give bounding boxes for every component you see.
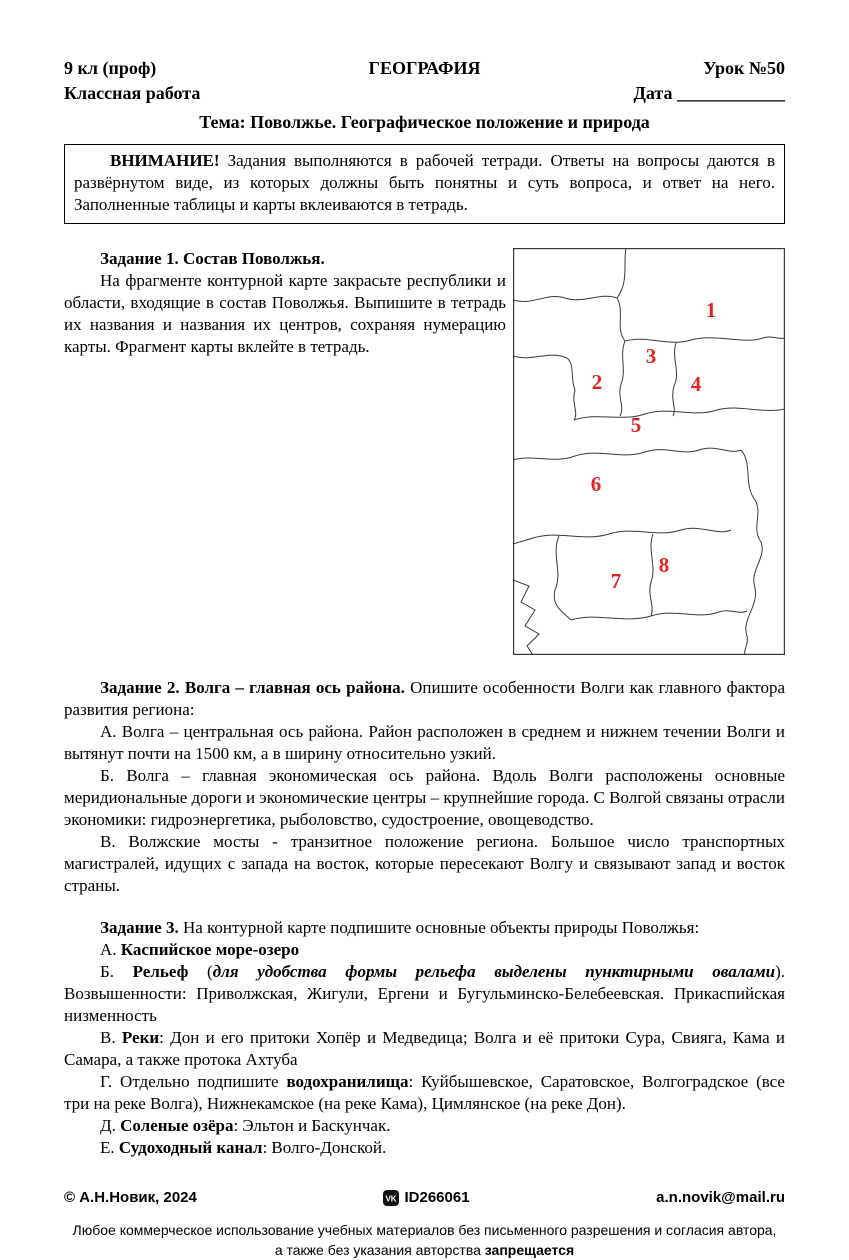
topic-title: Тема: Поволжье. Географическое положение и природа bbox=[199, 112, 650, 132]
map-number-5: 5 bbox=[630, 413, 642, 437]
map-number-7: 7 bbox=[610, 569, 622, 593]
svg-text:VK: VK bbox=[385, 1194, 398, 1203]
class-label: 9 кл (проф) bbox=[64, 58, 157, 78]
task1-section bbox=[64, 248, 785, 655]
task1-text-column bbox=[64, 248, 506, 358]
attention-label: ВНИМАНИЕ! bbox=[110, 151, 220, 170]
disclaimer: Любое коммерческое использование учебных материалов без письменного разрешения и согласия автора, а также без указания авторства запрещается bbox=[72, 1222, 777, 1258]
contour-map bbox=[513, 248, 785, 655]
vk-id: ID266061 bbox=[404, 1189, 470, 1206]
classwork-label: Классная работа bbox=[64, 83, 201, 103]
task3-intro: На контурной карте подпишите основные объекты природы Поволжья: bbox=[178, 918, 700, 937]
task3-item-e: Е. Судоходный канал: Волго-Донской. bbox=[100, 1138, 387, 1157]
task2-section bbox=[64, 677, 785, 897]
task3-title: Задание 3. bbox=[100, 918, 179, 937]
task2-title: Задание 2. Волга – главная ось района. bbox=[100, 678, 405, 697]
task3-item-d: Д. Соленые озёра: Эльтон и Баскунчак. bbox=[100, 1116, 391, 1135]
task3-item-v: В. Реки: Дон и его притоки Хопёр и Медведица; Волга и её притоки Сура, Свияга, Кама и Самара, а также протока Ахтуба bbox=[64, 1028, 785, 1069]
date-field: Дата ____________ bbox=[633, 83, 785, 103]
attention-box bbox=[64, 144, 785, 224]
task3-item-b: Б. Рельеф (для удобства формы рельефа выделены пунктирными овалами). Возвышенности: Приволжская, Жигули, Ергени и Бугульминско-Белебеевская. Прикаспийская низменность bbox=[64, 962, 785, 1025]
task3-section bbox=[64, 917, 785, 1159]
footer-row bbox=[64, 1189, 785, 1206]
vk-id-group bbox=[383, 1189, 469, 1206]
map-number-1: 1 bbox=[705, 298, 717, 322]
vk-icon bbox=[383, 1190, 399, 1206]
task2-point-v: В. Волжские мосты - транзитное положение региона. Большое число транспортных магистралей, идущих с запада на восток, которые пересекают Волгу и связывают запад и восток страны. bbox=[64, 832, 785, 895]
header-row-2 bbox=[64, 81, 785, 106]
author-email: a.n.novik@mail.ru bbox=[656, 1189, 785, 1206]
task3-title-paragraph bbox=[64, 917, 785, 939]
map-number-6: 6 bbox=[590, 472, 602, 496]
task2-point-b: Б. Волга – главная экономическая ось района. Вдоль Волги расположены основные меридиональные дороги и экономические центры – крупнейшие города. С Волгой связаны отрасли экономики: гидроэнергетика, рыболовство, судостроение, овощеводство. bbox=[64, 766, 785, 829]
task1-title: Задание 1. Состав Поволжья. bbox=[100, 249, 325, 268]
task3-item-g: Г. Отдельно подпишите водохранилища: Куйбышевское, Саратовское, Волгоградское (все три на реке Волга), Нижнекамское (на реке Кама), Цимлянское (на реке Дон). bbox=[64, 1072, 785, 1113]
task2-point-a: А. Волга – центральная ось района. Район расположен в среднем и нижнем течении Волги и вытянут почти на 1500 км, а в ширину относительно узкий. bbox=[64, 722, 785, 763]
task2-title-paragraph bbox=[64, 677, 785, 721]
task3-item-a: А. Каспийское море-озеро bbox=[100, 940, 300, 959]
task2-intro: Опишите особенности Волги как главного фактора развития региона: bbox=[64, 678, 785, 719]
map-number-8: 8 bbox=[658, 553, 670, 577]
copyright-text: © А.Н.Новик, 2024 bbox=[64, 1189, 197, 1206]
lesson-number: Урок №50 bbox=[703, 58, 785, 78]
map-number-3: 3 bbox=[645, 344, 657, 368]
header-row-1 bbox=[64, 56, 785, 81]
subject-title: ГЕОГРАФИЯ bbox=[368, 58, 481, 78]
attention-text: Задания выполняются в рабочей тетради. Ответы на вопросы даются в развёрнутом виде, из которых должны быть понятны и суть вопроса, и ответ на него. Заполненные таблицы и карты вклеиваются в тетрадь. bbox=[74, 151, 775, 214]
task1-instructions: На фрагменте контурной карте закрасьте республики и области, входящие в состав Поволжья. Выпишите в тетрадь их названия и названия их центров, сохраняя нумерацию карты. Фрагмент карты вклейте в тетрадь. bbox=[64, 271, 506, 356]
map-number-2: 2 bbox=[591, 370, 603, 394]
map-number-4: 4 bbox=[690, 372, 702, 396]
contour-map-image bbox=[513, 248, 785, 655]
